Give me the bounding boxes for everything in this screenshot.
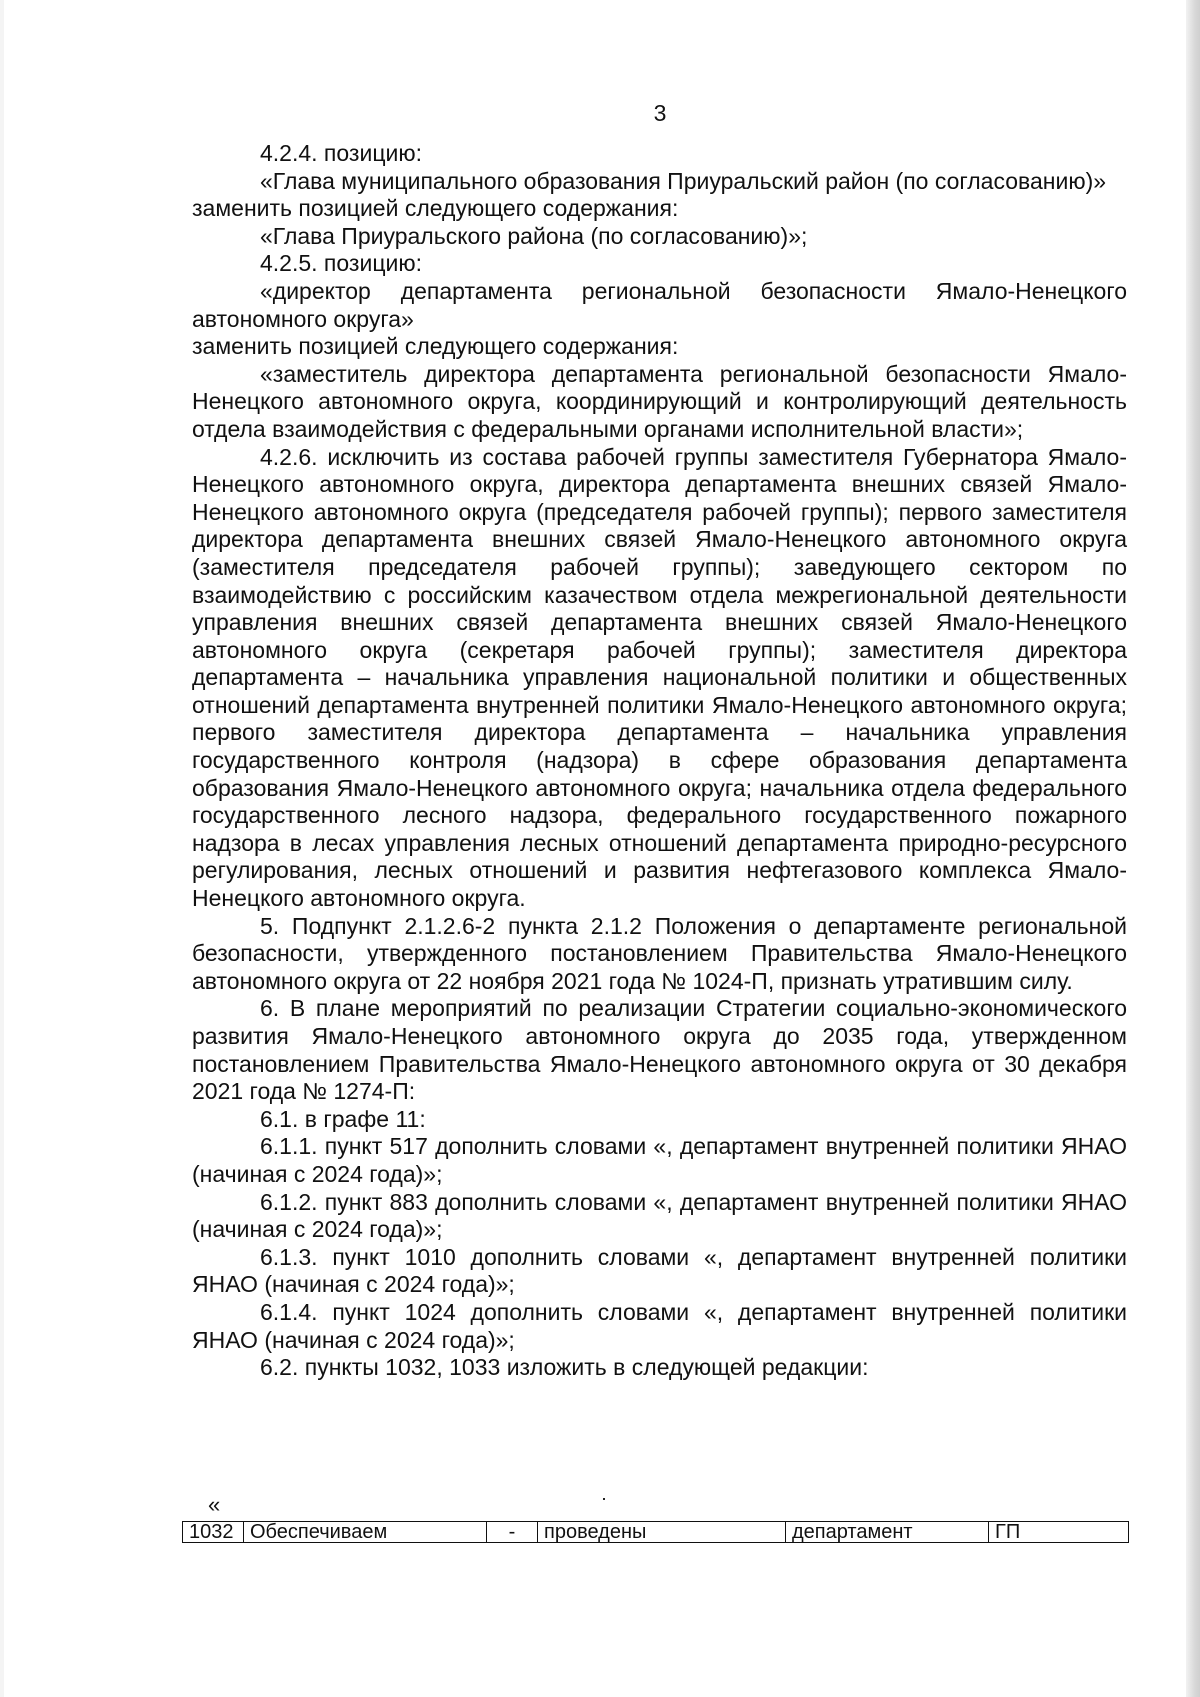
paragraph: «Глава муниципального образования Приуральский район (по согласованию)» xyxy=(260,167,1107,194)
paragraph: «заместитель директора департамента региональной безопасности Ямало-Ненецкого автономного округа, координирующий и контролирующий деятельность отдела взаимодействия с федеральными органами исполнительной власти»; xyxy=(192,360,1127,442)
opening-quote: « xyxy=(208,1492,221,1517)
table-cell-task: Обеспечиваем xyxy=(244,1522,487,1543)
table-cell-dash: - xyxy=(487,1522,538,1543)
scan-right-edge xyxy=(1186,0,1200,1697)
table-cell-program: ГП xyxy=(989,1522,1129,1543)
paragraph: 6.1.4. пункт 1024 дополнить словами «, департамент внутренней политики ЯНАО (начиная с 2024 года)»; xyxy=(192,1298,1127,1353)
page-number: 3 xyxy=(653,100,667,126)
paragraph: 6.1.2. пункт 883 дополнить словами «, департамент внутренней политики ЯНАО (начиная с 2024 года)»; xyxy=(192,1188,1127,1243)
paragraph: «директор департамента региональной безопасности Ямало-Ненецкого автономного округа» xyxy=(192,277,1127,332)
paragraph: заменить позицией следующего содержания: xyxy=(192,195,679,222)
scan-left-edge xyxy=(0,0,4,1697)
paragraph: 4.2.5. позицию: xyxy=(260,250,422,277)
scan-speck xyxy=(603,1498,605,1500)
table-row xyxy=(183,1522,1129,1543)
document-body xyxy=(192,140,1127,1382)
paragraph: 6. В плане мероприятий по реализации Стратегии социально-экономического развития Ямало-Ненецкого автономного округа до 2035 года, утвержденном постановлением Правительства Ямало-Ненецкого автономного округа от 30 декабря 2021 года № 1274-П: xyxy=(192,995,1127,1105)
paragraph: 6.1.3. пункт 1010 дополнить словами «, департамент внутренней политики ЯНАО (начиная с 2024 года)»; xyxy=(192,1243,1127,1298)
paragraph: 6.1. в графе 11: xyxy=(260,1105,426,1132)
paragraph: «Глава Приуральского района (по согласованию)»; xyxy=(260,222,808,249)
plan-table xyxy=(182,1521,1129,1543)
table-cell-department: департамент xyxy=(786,1522,989,1543)
paragraph: 6.1.1. пункт 517 дополнить словами «, департамент внутренней политики ЯНАО (начиная с 2024 года)»; xyxy=(192,1133,1127,1187)
paragraph: 6.2. пункты 1032, 1033 изложить в следующей редакции: xyxy=(260,1354,869,1381)
paragraph: заменить позицией следующего содержания: xyxy=(192,333,679,360)
table-cell-number: 1032 xyxy=(183,1522,244,1543)
paragraph: 5. Подпункт 2.1.2.6-2 пункта 2.1.2 Положения о департаменте региональной безопасности, утвержденного постановлением Правительства Ямало-Ненецкого автономного округа от 22 ноября 2021 года № 1024-П, признать утратившим силу. xyxy=(192,912,1127,994)
paragraph: 4.2.4. позицию: xyxy=(260,140,422,166)
table-cell-result: проведены xyxy=(538,1522,786,1543)
paragraph: 4.2.6. исключить из состава рабочей группы заместителя Губернатора Ямало-Ненецкого автономного округа, директора департамента внешних связей Ямало-Ненецкого автономного округа (председателя рабочей группы); первого заместителя директора департамента внешних связей Ямало-Ненецкого автономного округа (заместителя председателя рабочей группы); заведующего сектором по взаимодействию с российским казачеством отдела межрегиональной деятельности управления внешних связей департамента внешних связей Ямало-Ненецкого автономного округа (секретаря рабочей группы); заместителя директора департамента – начальника управления национальной политики и общественных отношений департамента внутренней политики Ямало-Ненецкого автономного округа; первого заместителя директора департамента – начальника управления государственного контроля (надзора) в сфере образования департамента образования Ямало-Ненецкого автономного округа; начальника отдела федерального государственного лесного надзора, федерального государственного пожарного надзора в лесах управления лесных отношений департамента природно-ресурсного регулирования, лесных отношений и развития нефтегазового комплекса Ямало-Ненецкого автономного округа. xyxy=(192,443,1127,912)
